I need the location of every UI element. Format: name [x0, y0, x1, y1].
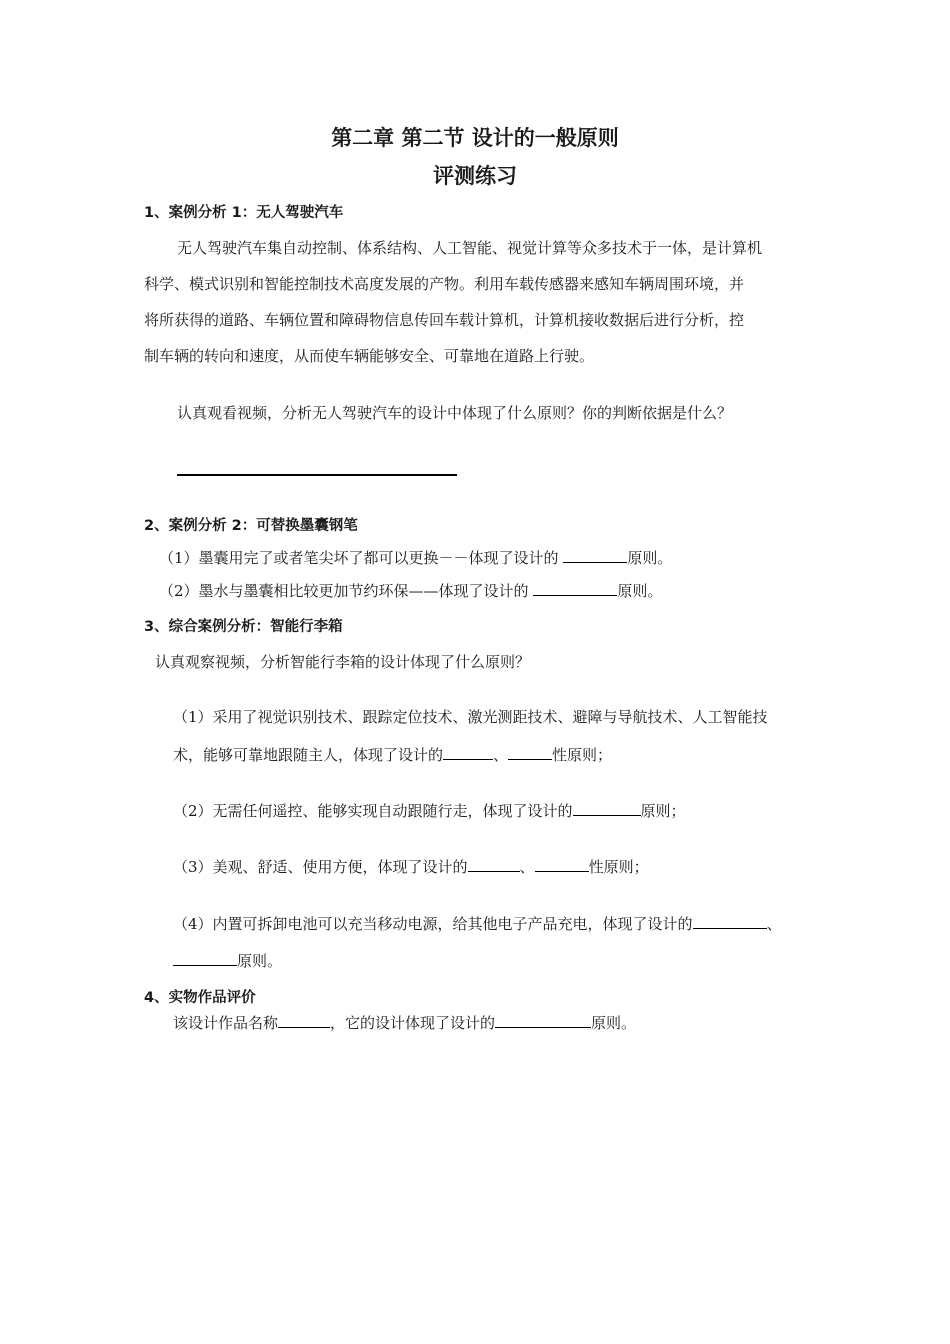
section-2-q2-text: （2）墨水与墨囊相比较更加节约环保——体现了设计的	[159, 582, 534, 600]
section-3-q4-blank-2[interactable]	[173, 950, 237, 966]
section-3-q3	[173, 856, 649, 877]
section-1-question: 认真观看视频，分析无人驾驶汽车的设计中体现了什么原则？你的判断依据是什么？	[177, 404, 733, 422]
section-3-q4-line-1	[173, 913, 782, 934]
section-4-principle-blank[interactable]	[495, 1012, 591, 1028]
section-3-intro: 认真观察视频，分析智能行李箱的设计体现了什么原则？	[155, 653, 531, 671]
section-2-q2-suffix: 原则。	[617, 582, 663, 600]
section-1-paragraph-line: 无人驾驶汽车集自动控制、体系结构、人工智能、视觉计算等众多技术于一体，是计算机	[177, 239, 763, 257]
section-3-q1-suffix: 性原则；	[552, 746, 613, 764]
section-3-q2-text: （2）无需任何遥控、能够实现自动跟随行走，体现了设计的	[173, 802, 573, 820]
section-4-name-blank[interactable]	[278, 1012, 330, 1028]
section-3-q1-blank-2[interactable]	[508, 744, 552, 760]
section-3-q4-line-2	[173, 950, 282, 971]
section-3-q1-line-1: （1）采用了视觉识别技术、跟踪定位技术、激光测距技术、避障与导航技术、人工智能技	[173, 708, 768, 726]
section-3-q2-suffix: 原则；	[640, 802, 686, 820]
section-3-q4-separator: 、	[766, 915, 782, 933]
section-3-q4-text: （4）内置可拆卸电池可以充当移动电源，给其他电子产品充电，体现了设计的	[173, 915, 693, 933]
section-2-heading: 2、案例分析 2：可替换墨囊钢笔	[144, 518, 358, 534]
section-3-q3-blank-1[interactable]	[468, 856, 520, 872]
section-1-heading: 1、案例分析 1：无人驾驶汽车	[144, 205, 344, 221]
section-2-q2-blank[interactable]	[533, 580, 617, 596]
section-3-q1-line-2	[173, 744, 612, 765]
section-4-middle-text: ，它的设计体现了设计的	[330, 1014, 496, 1032]
section-3-q3-suffix: 性原则；	[588, 858, 649, 876]
section-3-q2	[173, 800, 686, 821]
section-3-q3-separator: 、	[519, 858, 535, 876]
section-3-q3-text: （3）美观、舒适、使用方便，体现了设计的	[173, 858, 468, 876]
section-4-text: 该设计作品名称	[173, 1014, 279, 1032]
section-3-q4-suffix: 原则。	[237, 952, 283, 970]
section-2-q1-blank[interactable]	[563, 547, 627, 563]
section-3-q2-blank[interactable]	[573, 800, 641, 816]
section-2-q1-suffix: 原则。	[627, 549, 673, 567]
section-3-q3-blank-2[interactable]	[535, 856, 589, 872]
section-2-question-2	[159, 580, 662, 601]
section-1-paragraph-line: 科学、模式识别和智能控制技术高度发展的产物。利用车载传感器来感知车辆周围环境，并	[144, 275, 745, 293]
section-2-q1-text: （1）墨囊用完了或者笔尖坏了都可以更换－－体现了设计的	[159, 549, 564, 567]
section-1-answer-line[interactable]	[177, 474, 457, 476]
section-3-q1-separator: 、	[493, 746, 509, 764]
section-1-paragraph-line: 将所获得的道路、车辆位置和障碍物信息传回车载计算机，计算机接收数据后进行分析，控	[144, 311, 745, 329]
page-title: 第二章 第二节 设计的一般原则	[331, 126, 619, 150]
section-3-q4-blank-1[interactable]	[693, 913, 767, 929]
section-2-question-1	[159, 547, 672, 568]
section-4-suffix: 原则。	[591, 1014, 637, 1032]
section-4-heading: 4、实物作品评价	[144, 990, 256, 1006]
section-4-line	[173, 1012, 636, 1033]
section-3-heading: 3、综合案例分析：智能行李箱	[144, 619, 343, 635]
section-3-q1-blank-1[interactable]	[443, 744, 493, 760]
section-1-paragraph-line: 制车辆的转向和速度，从而使车辆能够安全、可靠地在道路上行驶。	[144, 347, 595, 365]
section-3-q1-text: 术，能够可靠地跟随主人，体现了设计的	[173, 746, 444, 764]
page-subtitle: 评测练习	[433, 164, 517, 188]
